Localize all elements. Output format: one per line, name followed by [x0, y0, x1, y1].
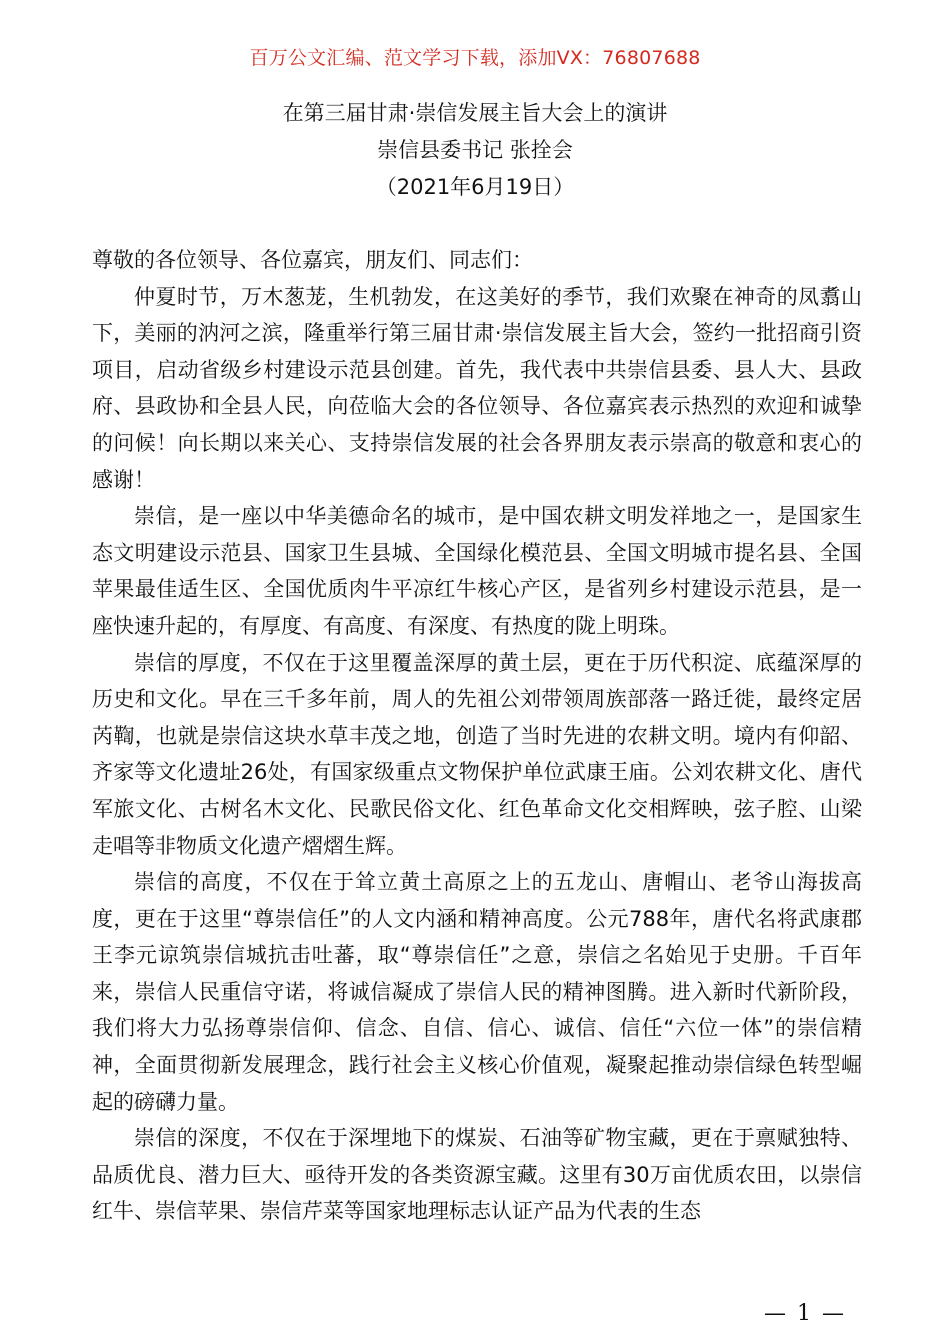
paragraph-thickness: 崇信的厚度，不仅在于这里覆盖深厚的黄土层，更在于历代积淀、底蕴深厚的历史和文化。早在三千多年前，周人的先祖公刘带领周族部落一路迁徙，最终定居芮鞫，也就是崇信这块水草丰茂之地，创造了当时先进的农耕文明。境内有仰韶、齐家等文化遗址26处，有国家级重点文物保护单位武康王庙。公刘农耕文化、唐代军旅文化、古树名木文化、民歌民俗文化、红色革命文化交相辉映，弦子腔、山梁走唱等非物质文化遗产熠熠生辉。: [92, 650, 862, 858]
paragraph-opening: 仲夏时节，万木葱茏，生机勃发，在这美好的季节，我们欢聚在神奇的凤翥山下，美丽的汭河之滨，隆重举行第三届甘肃·崇信发展主旨大会，签约一批招商引资项目，启动省级乡村建设示范县创建。首先，我代表中共崇信县委、县人大、县政府、县政协和全县人民，向莅临大会的各位领导、各位嘉宾表示热烈的欢迎和诚挚的问候！向长期以来关心、支持崇信发展的社会各界朋友表示崇高的敬意和衷心的感谢！: [92, 284, 862, 492]
speech-body: [92, 242, 862, 1230]
speech-author: 崇信县委书记 张拴会: [377, 138, 573, 162]
paragraph-height: 崇信的高度，不仅在于耸立黄土高原之上的五龙山、唐帽山、老爷山海拔高度，更在于这里“尊崇信任”的人文内涵和精神高度。公元788年，唐代名将武康郡王李元谅筑崇信城抗击吐蕃，取“尊崇信任”之意，崇信之名始见于史册。千百年来，崇信人民重信守诺，将诚信凝成了崇信人民的精神图腾。进入新时代新阶段，我们将大力弘扬尊崇信仰、信念、自信、信心、诚信、信任“六位一体”的崇信精神，全面贯彻新发展理念，践行社会主义核心价值观，凝聚起推动崇信绿色转型崛起的磅礴力量。: [92, 870, 862, 1114]
page-number: — 1 —: [764, 1301, 846, 1326]
speech-date: （2021年6月19日）: [375, 175, 575, 199]
speech-title: 在第三届甘肃·崇信发展主旨大会上的演讲: [282, 101, 668, 125]
salutation: 尊敬的各位领导、各位嘉宾，朋友们、同志们：: [92, 248, 533, 272]
promo-banner: 百万公文汇编、范文学习下载，添加VX：76807688: [249, 47, 701, 69]
paragraph-depth: 崇信的深度，不仅在于深埋地下的煤炭、石油等矿物宝藏，更在于禀赋独特、品质优良、潜力巨大、亟待开发的各类资源宝藏。这里有30万亩优质农田，以崇信红牛、崇信苹果、崇信芹菜等国家地理标志认证产品为代表的生态: [92, 1126, 862, 1224]
paragraph-introduction: 崇信，是一座以中华美德命名的城市，是中国农耕文明发祥地之一，是国家生态文明建设示范县、国家卫生县城、全国绿化模范县、全国文明城市提名县、全国苹果最佳适生区、全国优质肉牛平凉红牛核心产区，是省列乡村建设示范县，是一座快速升起的，有厚度、有高度、有深度、有热度的陇上明珠。: [92, 504, 862, 638]
